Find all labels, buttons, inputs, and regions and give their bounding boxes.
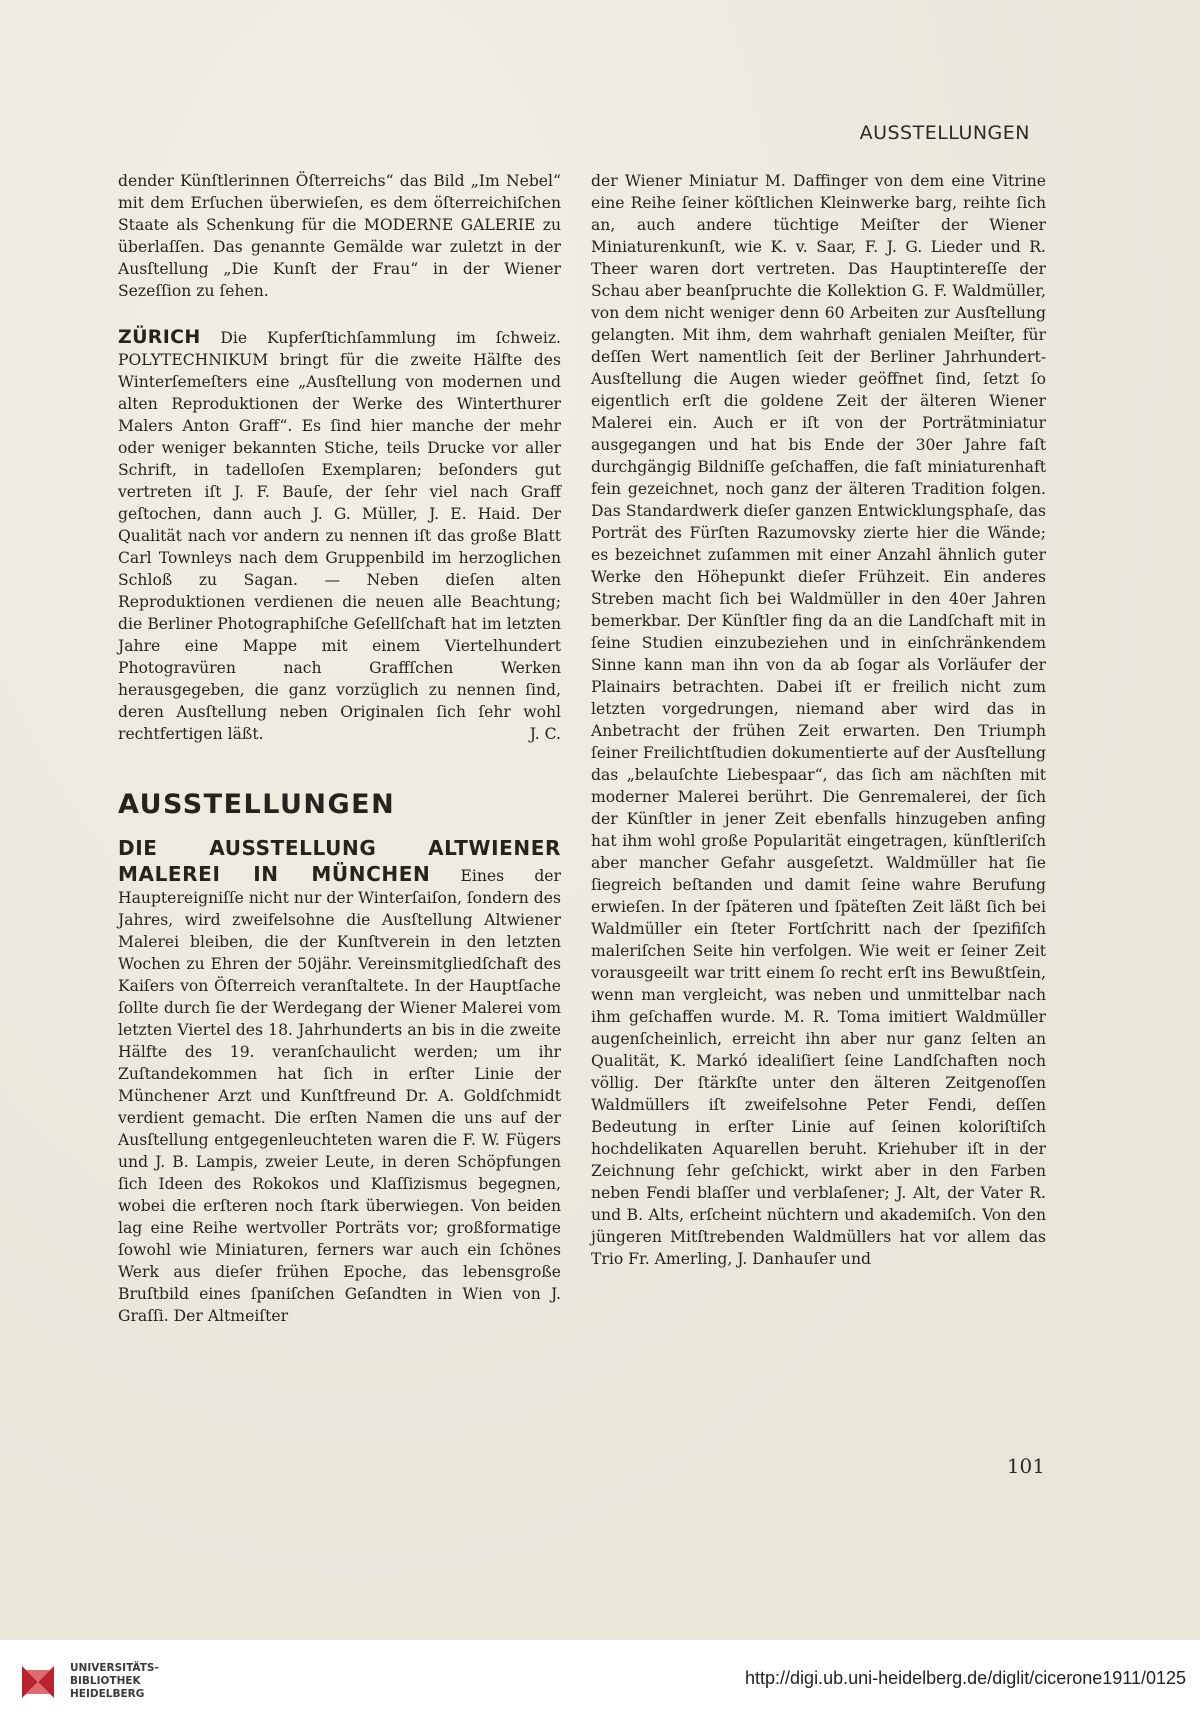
university-library-logo-icon: [14, 1658, 62, 1706]
library-name-line1: UNIVERSITÄTS-: [70, 1662, 159, 1674]
section-title: AUSSTELLUNGEN: [118, 789, 396, 820]
right-column: [591, 170, 1046, 1270]
running-head: AUSSTELLUNGEN: [859, 122, 1030, 144]
library-name-line3: HEIDELBERG: [70, 1688, 145, 1700]
paragraph-continuation: dender Künſtlerinnen Öſterreichs“ das Bild „Im Nebel“ mit dem Erſuchen überwieſen, es dem öſterreichiſchen Staate als Schenkung für die MODERNE GALERIE zu überlaſſen. Das genannte Gemälde war zuletzt in der Ausſtellung „Die Kunſt der Frau“ in der Wiener Sezeſſion zu ſehen.: [118, 172, 561, 300]
library-name-line2: BIBLIOTHEK: [70, 1675, 141, 1687]
paragraph-zurich: [118, 326, 561, 745]
article-title: DIE AUSSTELLUNG ALTWIENER MALEREI IN MÜNCHEN: [118, 836, 561, 886]
paragraph-article: [118, 835, 561, 1327]
article-text: Eines der Hauptereigniſſe nicht nur der Winterſaiſon, ſondern des Jahres, wird zweifelsohne die Ausſtellung Altwiener Malerei bleiben, die der Kunſtverein in den letzten Wochen zu Ehren der 50jähr. Vereinsmitgliedſchaft des Kaiſers von Öſterreich veranſtaltete. In der Hauptſache ſollte durch ſie der Werdegang der Wiener Malerei vom letzten Viertel des 18. Jahrhunderts an bis in die zweite Hälfte des 19. veranſchaulicht werden; um ihr Zuſtandekommen hat ſich in erſter Linie der Münchener Arzt und Kunſtfreund Dr. A. Goldſchmidt verdient gemacht. Die erſten Namen die uns auf der Ausſtellung entgegenleuchteten waren die F. W. Fügers und J. B. Lampis, zweier Leute, in deren Schöpfungen ſich Ideen des Rokokos und Klaſſizismus begegnen, wobei die erſteren noch ſtark überwiegen. Von beiden lag eine Reihe wertvoller Porträts vor; großformatige ſowohl wie Miniaturen, ferners war auch ein ſchönes Werk aus dieſer frühen Epoche, das lebensgroße Bruſtbild eines ſpaniſchen Geſandten in Wien von J. Graſſi. Der Altmeiſter: [118, 867, 561, 1325]
left-column: [118, 170, 561, 1327]
author-signature: J. C.: [529, 725, 561, 743]
runin-heading-zurich: ZÜRICH: [118, 326, 201, 348]
footer-bar: [0, 1640, 1200, 1724]
library-name: [70, 1662, 159, 1701]
zurich-text: Die Kupferſtichſammlung im ſchweiz. POLYTECHNIKUM bringt für die zweite Hälfte des Winterſemeſters eine „Ausſtellung von modernen und alten Reproduktionen der Werke des Winterthurer Malers Anton Graff“. Es ſind hier manche der mehr oder weniger bekannten Stiche, teils Drucke vor aller Schrift, in tadelloſen Exemplaren; beſonders gut vertreten iſt J. F. Bauſe, der ſehr viel nach Graff geſtochen, dann auch J. G. Müller, J. E. Haid. Der Qualität nach vor andern zu nennen iſt das große Blatt Carl Townleys nach dem Gruppenbild im herzoglichen Schloß zu Sagan. — Neben dieſen alten Reproduktionen verdienen die neuen alle Beachtung; die Berliner Photographiſche Geſellſchaft hat im letzten Jahre eine Mappe mit einem Viertelhundert Photogravüren nach Graffſchen Werken herausgegeben, die ganz vorzüglich zu nennen ſind, deren Ausſtellung neben Originalen ſich ſehr wohl rechtfertigen läßt.: [118, 329, 561, 743]
paragraph-right: der Wiener Miniatur M. Daffinger von dem eine Vitrine eine Reihe ſeiner köſtlichen Kleinwerke barg, reihte ſich an, auch andere tüchtige Meiſter der Wiener Miniaturenkunſt, wie K. v. Saar, F. J. G. Lieder und R. Theer waren dort vertreten. Das Hauptintereſſe der Schau aber beanſpruchte die Kollektion G. F. Waldmüller, von dem nicht weniger denn 60 Arbeiten zur Ausſtellung gelangten. Mit ihm, dem wahrhaft genialen Meiſter, für deſſen Wert namentlich ſeit der Berliner Jahrhundert-Ausſtellung die Augen wieder geöffnet ſind, ſetzt ſo eigentlich erſt die goldene Zeit der älteren Wiener Malerei ein. Auch er iſt von der Porträtminiatur ausgegangen und hat bis Ende der 30er Jahre faſt durchgängig Bildniſſe geſchaffen, die faſt miniaturenhaft fein gezeichnet, noch ganz der älteren Tradition folgen. Das Standardwerk dieſer ganzen Entwicklungsphaſe, das Porträt des Fürſten Razumovsky zierte hier die Wände; es bezeichnet zuſammen mit einer Anzahl ähnlich guter Werke den Höhepunkt dieſer Frühzeit. Ein anderes Streben macht ſich bei Waldmüller in den 40er Jahren bemerkbar. Der Künſtler fing da an die Landſchaft mit in ſeine Studien einzubeziehen und in einſchränkendem Sinne kann man ihn von da ab ſogar als Vorläufer der Plainairs betrachten. Dabei iſt er freilich nicht zum letzten vorgedrungen, niemand aber wird das in Anbetracht der frühen Zeit erwarten. Den Triumph ſeiner Freilichtſtudien dokumentierte auf der Ausſtellung das „belauſchte Liebespaar“, das ſich am nächſten mit moderner Malerei berührt. Die Genremalerei, der ſich der Künſtler in jener Zeit ebenfalls hinzugeben anfing hat ihm wohl große Popularität eingetragen, künſtleriſch aber mancher Gefahr ausgeſetzt. Waldmüller hat ſie ſiegreich beſtanden und damit ſeine wahre Berufung erwieſen. In der ſpäteren und ſpäteſten Zeit läßt ſich bei Waldmüller ein ſteter Fortſchritt nach der ſpezifiſch maleriſchen Seite hin verfolgen. Wie weit er ſeiner Zeit vorausgeeilt war tritt einem ſo recht erſt ins Bewußtſein, wenn man vergleicht, was neben und unmittelbar nach ihm geſchaffen wurde. M. R. Toma imitiert Waldmüller augenſcheinlich, erreicht ihn aber nur ganz ſelten an Qualität, K. Markó idealiſiert ſeine Landſchaften noch völlig. Der ſtärkſte unter den älteren Zeitgenoſſen Waldmüllers iſt zweifelsohne Peter Fendi, deſſen Bedeutung in erſter Linie auf ſeinen koloriſtiſch hochdelikaten Aquarellen beruht. Kriehuber iſt in der Zeichnung ſehr geſchickt, wirkt aber in den Farben neben Fendi blaſſer und verblaſener; J. Alt, der Vater R. und B. Alts, erſcheint nüchtern und akademiſch. Von den jüngeren Mitſtrebenden Waldmüllers hat vor allem das Trio Fr. Amerling, J. Danhauſer und: [591, 172, 1046, 1268]
source-url-link[interactable]: http://digi.ub.uni-heidelberg.de/diglit/cicerone1911/0125: [745, 1668, 1186, 1688]
page-number: 101: [1006, 1454, 1045, 1478]
